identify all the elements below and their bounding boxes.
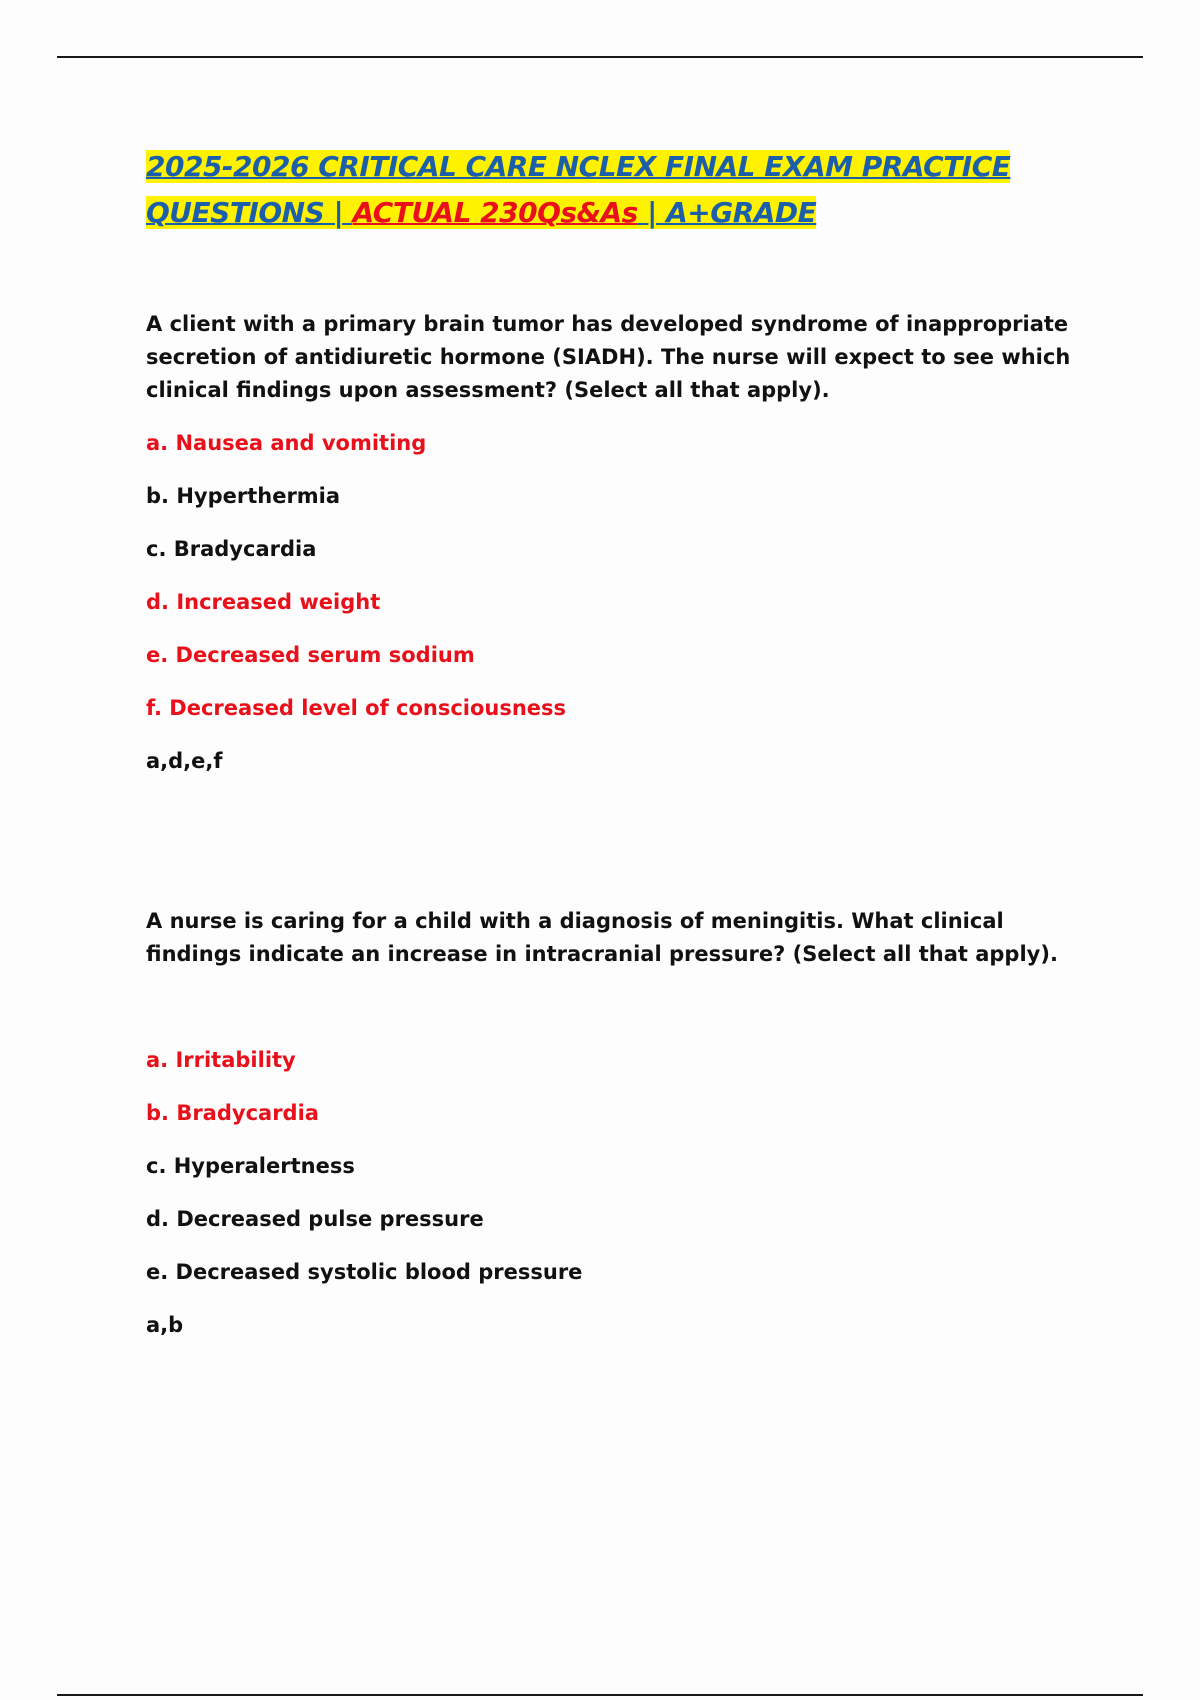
question-1-option-b: b. Hyperthermia <box>146 484 341 508</box>
question-1-option-d: d. Increased weight <box>146 590 381 614</box>
title-line-2-part-3: | A+GRADE <box>637 196 817 229</box>
question-2-answer: a,b <box>146 1313 184 1337</box>
question-2-option-e: e. Decreased systolic blood pressure <box>146 1260 583 1284</box>
question-2-text: A nurse is caring for a child with a diagnosis of meningitis. What clinical findings indicate an increase in intracranial pressure? (Select all that apply). <box>146 909 1058 966</box>
question-1-option-a: a. Nausea and vomiting <box>146 431 427 455</box>
title-line-2-part-2: ACTUAL 230Qs&As <box>352 196 638 229</box>
title-line-1: 2025-2026 CRITICAL CARE NCLEX FINAL EXAM PRACTICE <box>146 150 1011 183</box>
title-line-2-part-1: QUESTIONS | <box>146 196 353 229</box>
question-1-option-e: e. Decreased serum sodium <box>146 643 475 667</box>
question-2-option-a: a. Irritability <box>146 1048 296 1072</box>
question-1-option-c: c. Bradycardia <box>146 537 317 561</box>
question-2-option-d: d. Decreased pulse pressure <box>146 1207 484 1231</box>
question-2-option-c: c. Hyperalertness <box>146 1154 355 1178</box>
question-1-text: A client with a primary brain tumor has developed syndrome of inappropriate secretion of antidiuretic hormone (SIADH). The nurse will expect to see which clinical findings upon assessment? (Select all that apply). <box>146 312 1071 402</box>
header-rule <box>57 56 1143 58</box>
question-1-answer: a,d,e,f <box>146 749 223 773</box>
document-title <box>146 144 1046 236</box>
question-1-option-f: f. Decreased level of consciousness <box>146 696 567 720</box>
footer-rule <box>57 1694 1143 1696</box>
question-2-option-b: b. Bradycardia <box>146 1101 319 1125</box>
